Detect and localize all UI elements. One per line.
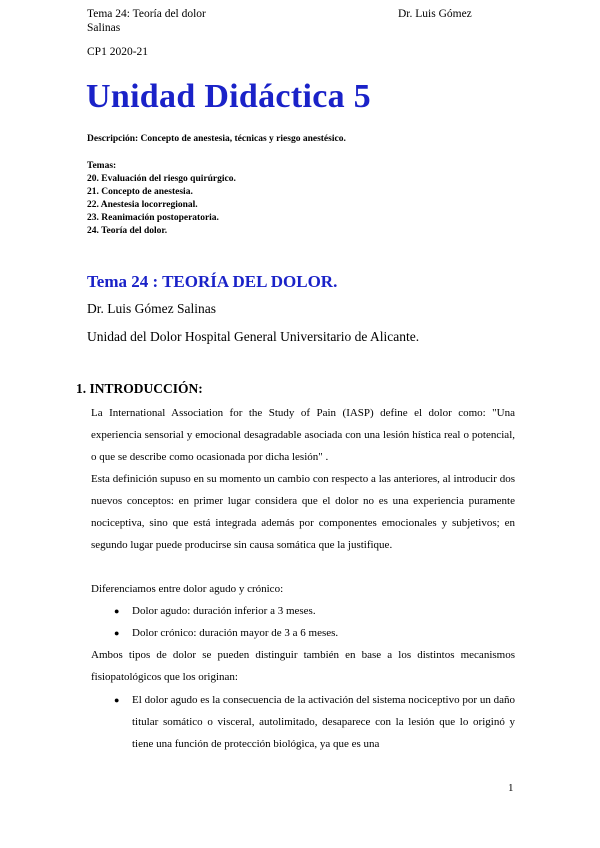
paragraph-definition: La International Association for the Study of Pain (IASP) define el dolor como: "Una experiencia sensorial y emocional desagradable asociada con una lesión hística real o potencial, o que se describe como ocasionada por dicha lesión" . [91,407,515,463]
description: Descripción: Concepto de anestesia, técnicas y riesgo anestésico. [87,134,346,144]
topic-item: 23. Reanimación postoperatoria. [87,213,219,223]
header-right: Dr. Luis Gómez [398,8,472,20]
bullet-acute-mechanism: El dolor agudo es la consecuencia de la activación del sistema nociceptivo por un daño titular somático o visceral, autolimitado, desaparece con la lesión que lo originó y tiene una función de protección biológica, ya que es una [132,694,515,750]
affiliation: Unidad del Dolor Hospital General Universitario de Alicante. [87,329,420,344]
topic-item: 22. Anestesia locorregional. [87,200,198,210]
course-code: CP1 2020-21 [87,46,149,58]
bullet-dot: ● [114,628,120,638]
header-wrap: Salinas [87,22,121,34]
topic-item: 20. Evaluación del riesgo quirúrgico. [87,174,236,184]
topics-list [87,173,236,238]
paragraph-context: Esta definición supuso en su momento un cambio con respecto a las anteriores, al introducir dos nuevos conceptos: en primer lugar considera que el dolor no es una experiencia puramente nociceptiva, sino que está integrada además por componentes emocionales y subjetivos; en segundo lugar puede producirse sin causa somática que la justifique. [91,473,515,551]
bullet-dot: ● [114,695,120,705]
page-number: 1 [508,782,514,794]
section-heading: 1. INTRODUCCIÓN: [76,381,203,396]
author: Dr. Luis Gómez Salinas [87,301,216,316]
paragraph-mechanisms: Ambos tipos de dolor se pueden distinguir también en base a los distintos mecanismos fisiopatológicos que los originan: [91,649,515,683]
topic-item: 24. Teoría del dolor. [87,226,168,236]
tema-title: Tema 24 : TEORÍA DEL DOLOR. [87,272,338,291]
paragraph-types: Diferenciamos entre dolor agudo y crónico: [91,583,284,595]
bullet-acute: Dolor agudo: duración inferior a 3 meses. [132,605,316,617]
topics-label: Temas: [87,161,117,171]
bullet-dot: ● [114,606,120,616]
header-left: Tema 24: Teoría del dolor [87,8,206,20]
bullet-chronic: Dolor crónico: duración mayor de 3 a 6 meses. [132,627,339,639]
unit-title: Unidad Didáctica 5 [86,78,371,115]
topic-item: 21. Concepto de anestesia. [87,187,193,197]
